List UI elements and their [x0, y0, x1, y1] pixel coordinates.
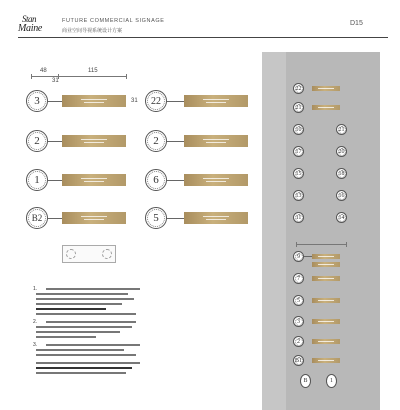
dimension-tick: [296, 242, 297, 247]
level-marker: 11: [293, 212, 304, 223]
connector-line: [48, 101, 62, 102]
floor-sign-circle: 3: [26, 90, 48, 112]
brand-logo: Stan Maine: [18, 14, 43, 34]
dimension-label-115: 115: [88, 68, 98, 74]
level-marker: 3: [293, 316, 304, 327]
panel-plate: [312, 339, 340, 344]
floor-sign-circle: 22: [145, 90, 167, 112]
floor-sign-circle: 2: [26, 130, 48, 152]
level-marker: 13: [293, 190, 304, 201]
panel-plate: [312, 276, 340, 281]
floor-directory-plate: [184, 212, 248, 224]
page-number: D15: [350, 20, 363, 27]
panel-plate: [312, 254, 340, 259]
level-marker: 9: [293, 251, 304, 262]
floor-directory-plate: [62, 135, 126, 147]
header-rule: [18, 37, 388, 38]
connector-line: [48, 218, 62, 219]
panel-plate: [312, 105, 340, 110]
floor-directory-plate: [184, 174, 248, 186]
note-paragraph: [36, 362, 144, 374]
level-marker: 20: [336, 146, 347, 157]
floor-directory-plate: [184, 95, 248, 107]
panel-plate: [312, 358, 340, 363]
specification-notes: [33, 286, 144, 380]
level-marker: 14: [336, 212, 347, 223]
ornament-frieze-sample: [62, 245, 116, 263]
floor-sign-circle: 6: [145, 169, 167, 191]
elevation-panel: [262, 52, 380, 410]
basement-marker: B: [300, 374, 311, 388]
level-marker: 21: [336, 124, 347, 135]
page-header: [0, 0, 400, 38]
dimension-line-top: [31, 76, 127, 77]
connector-line: [167, 141, 184, 142]
basement-marker: 1: [326, 374, 337, 388]
level-marker: 5: [293, 295, 304, 306]
brand-chinese-name: 商业空间导视系统设计方案: [62, 28, 123, 34]
panel-strip: [262, 52, 286, 410]
panel-plate: [312, 298, 340, 303]
brand-english-name: FUTURE COMMERCIAL SIGNAGE: [62, 18, 165, 24]
floor-directory-plate: [184, 135, 248, 147]
level-marker: B1: [293, 355, 304, 366]
connector-line: [167, 180, 184, 181]
level-marker: 16: [336, 190, 347, 201]
connector-line: [48, 141, 62, 142]
panel-plate: [312, 319, 340, 324]
level-marker: 2: [293, 336, 304, 347]
connector-line: [304, 256, 312, 257]
connector-line: [48, 180, 62, 181]
floor-sign-circle: 1: [26, 169, 48, 191]
dimension-label-31-top: 31: [52, 78, 59, 84]
panel-dimension-line: [296, 244, 346, 245]
panel-plate: [312, 86, 340, 91]
floor-sign-circle: 2: [145, 130, 167, 152]
floor-directory-plate: [62, 95, 126, 107]
floor-directory-plate: [62, 174, 126, 186]
floor-sign-circle: B2: [26, 207, 48, 229]
dimension-tick: [31, 74, 32, 79]
level-marker: 15: [293, 168, 304, 179]
dimension-label-31-side: 31: [131, 98, 138, 104]
level-marker: 18: [336, 168, 347, 179]
level-marker: 21: [293, 102, 304, 113]
level-marker: 10: [293, 124, 304, 135]
dimension-tick: [126, 74, 127, 79]
floor-sign-circle: 5: [145, 207, 167, 229]
floor-directory-plate: [62, 212, 126, 224]
level-marker: 17: [293, 146, 304, 157]
dimension-tick: [346, 242, 347, 247]
ornament-icon: [102, 249, 112, 259]
note-paragraph: 1.: [36, 288, 144, 315]
connector-line: [167, 101, 184, 102]
level-marker: 22: [293, 83, 304, 94]
ornament-icon: [66, 249, 76, 259]
connector-line: [167, 218, 184, 219]
level-marker: 7: [293, 273, 304, 284]
note-paragraph: 3.: [36, 344, 144, 356]
dimension-label-48: 48: [40, 68, 47, 74]
note-paragraph: 2.: [36, 321, 144, 338]
panel-plate: [312, 262, 340, 267]
